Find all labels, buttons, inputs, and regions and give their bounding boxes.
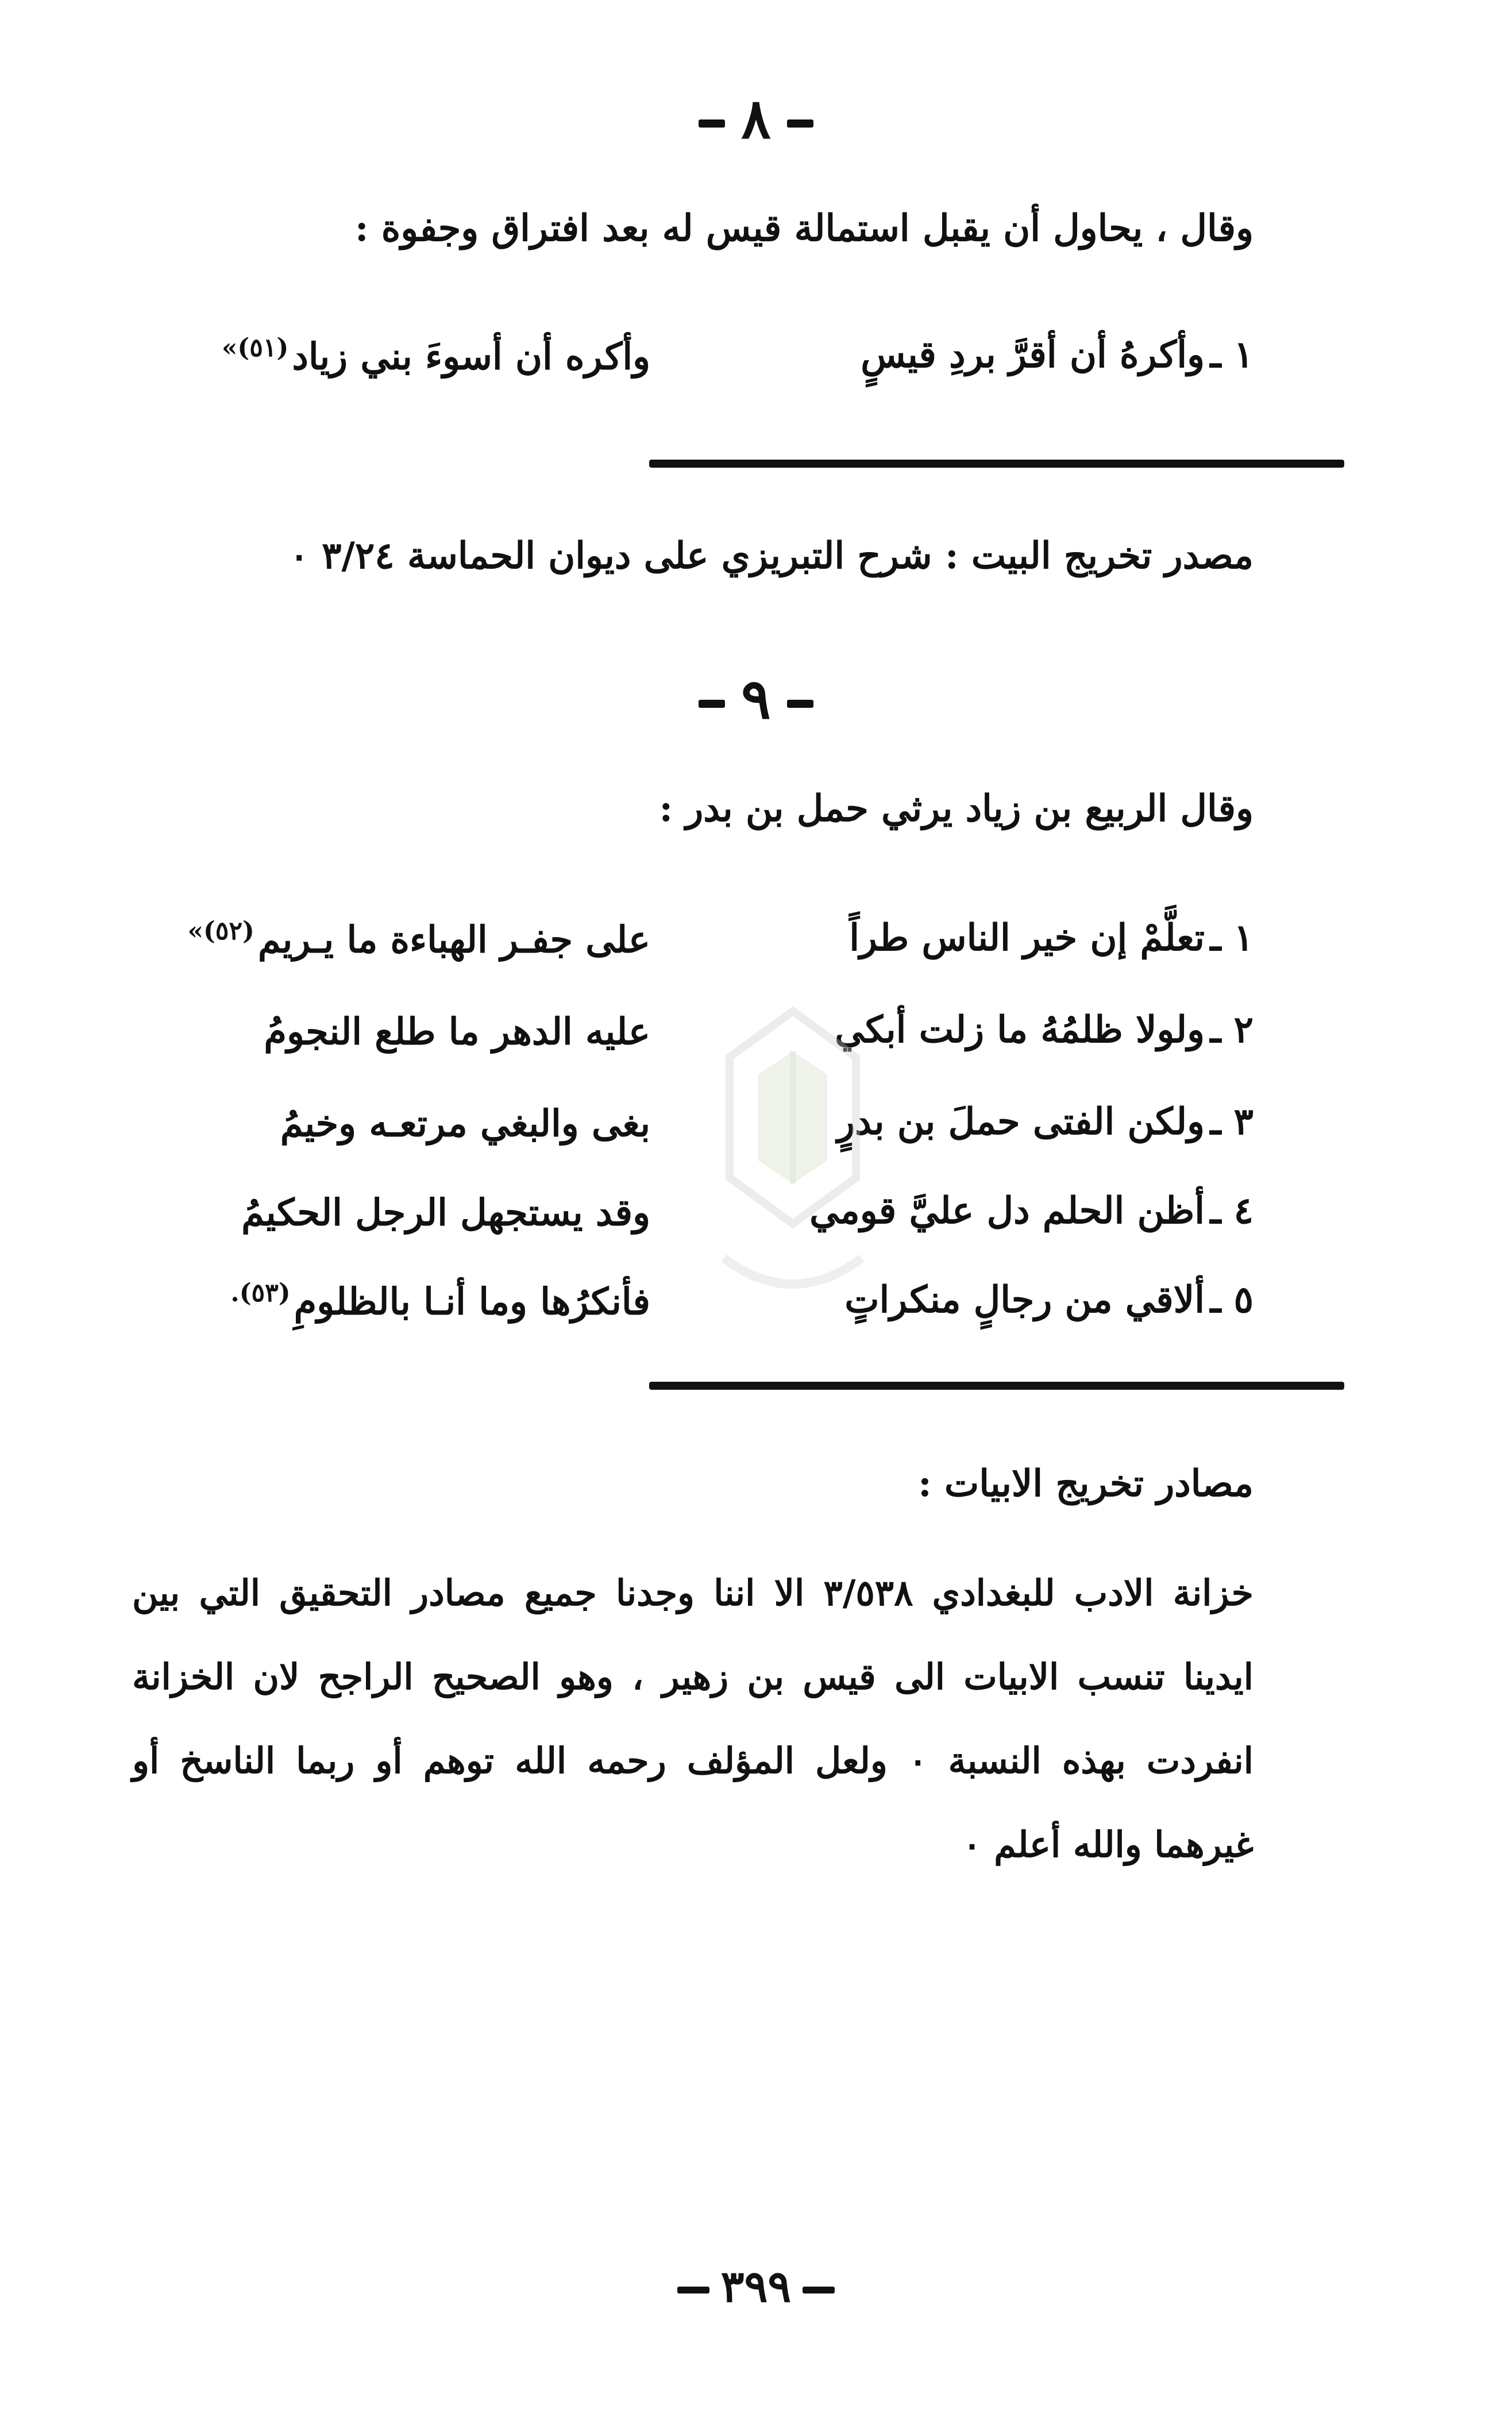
verse-line (126, 1008, 1253, 1066)
verse-line (126, 1189, 1253, 1247)
footnote-marker: (٥٢)» (187, 916, 254, 946)
section-number: ٨ (741, 86, 771, 151)
second-hemistich: بغى والبغي مرتعـه وخيمُ (280, 1102, 650, 1146)
footnote-marker: (٥٣). (230, 1278, 291, 1308)
first-hemistich: أظن الحلم دل عليَّ قومي (809, 1189, 1205, 1232)
footnote-marker: (٥١)» (221, 333, 289, 363)
sources-heading: مصادر تخريج الابيات : (918, 1462, 1253, 1505)
page-number (0, 2261, 1512, 2312)
first-hemistich: ولكن الفتى حملَ بن بدرٍ (837, 1100, 1205, 1143)
dash-ornament (699, 700, 725, 708)
second-hemistich: على جفـر الهباءة ما يـريم$^{(٥٢)»}$ (187, 916, 650, 962)
second-hemistich: فأنكرُها وما أنـا بالظلومِ$^{(٥٣).}$ (230, 1278, 650, 1324)
dash-ornament (699, 120, 725, 128)
second-hemistich: عليه الدهر ما طلع النجومُ (264, 1010, 650, 1054)
dash-ornament (677, 2287, 709, 2293)
second-hemistich: وأكره أن أسوءَ بني زياد$^{(٥١)»}$ (221, 333, 650, 379)
first-hemistich: تعلَّمْ إن خير الناس طراً (849, 916, 1205, 959)
section-9-intro: وقال الربيع بن زياد يرثي حمل بن بدر : (659, 787, 1253, 830)
verse-number: ٤ ـ (1210, 1189, 1253, 1232)
first-hemistich: ولولا ظلمُهُ ما زلت أبكي (835, 1008, 1205, 1051)
sources-paragraph: خزانة الادب للبغدادي ٣/٥٣٨ الا اننا وجدنا جميع مصادر التحقيق التي بين ايدينا تنسب الابيات الى قيس بن زهير ، وهو الصحيح الراجح لان الخزانة انفردت بهذه النسبة ٠ ولعل المؤلف رحمه الله توهم أو ربما الناسخ أو غيرهما والله أعلم ٠ (132, 1572, 1253, 1865)
first-hemistich: ألاقي من رجالٍ منكراتٍ (844, 1278, 1205, 1321)
verse-number: ٢ ـ (1210, 1008, 1253, 1051)
section-9-heading (0, 666, 1512, 731)
section-8-source: مصدر تخريج البيت : شرح التبريزي على ديوان الحماسة ٣/٢٤ ٠ (289, 534, 1253, 577)
verse-number: ١ ـ (1210, 333, 1253, 376)
verse-line (126, 333, 1253, 391)
dash-ornament (803, 2287, 835, 2293)
second-hemistich: وقد يستجهل الرجل الحكيمُ (241, 1191, 650, 1235)
dash-ornament (787, 120, 813, 128)
verse-line (126, 1278, 1253, 1336)
verse-line (126, 916, 1253, 974)
page-number-value: ٣٩٩ (720, 2261, 792, 2312)
verse-number: ٥ ـ (1210, 1278, 1253, 1321)
section-number: ٩ (741, 666, 771, 731)
section-8-heading (0, 86, 1512, 151)
divider-rule (649, 1382, 1344, 1390)
dash-ornament (787, 700, 813, 708)
first-hemistich: وأكرهُ أن أقرَّ بردِ قيسٍ (861, 333, 1205, 376)
divider-rule (649, 460, 1344, 468)
verse-number: ٣ ـ (1210, 1100, 1253, 1143)
verse-line (126, 1100, 1253, 1158)
verse-number: ١ ـ (1210, 916, 1253, 959)
section-8-intro: وقال ، يحاول أن يقبل استمالة قيس له بعد افتراق وجفوة : (354, 207, 1253, 250)
